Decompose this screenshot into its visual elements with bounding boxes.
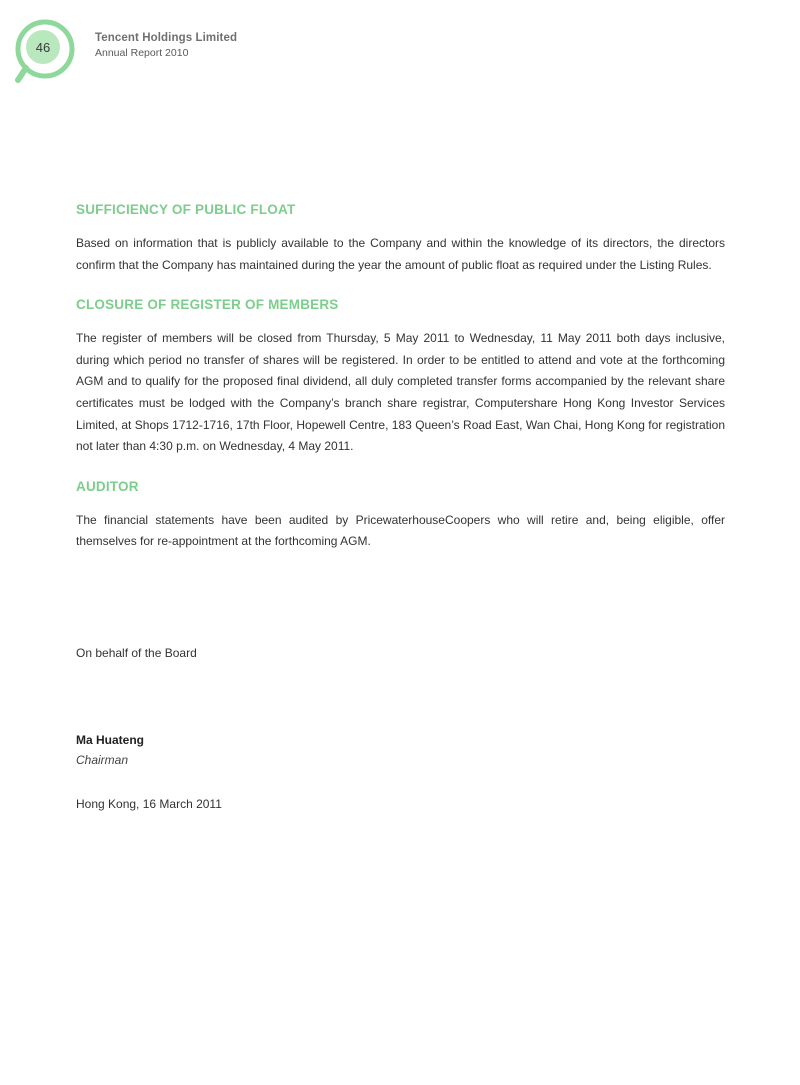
company-name: Tencent Holdings Limited xyxy=(95,32,238,44)
main-content xyxy=(76,201,725,553)
report-name: Annual Report 2010 xyxy=(95,47,189,59)
page-number: 46 xyxy=(35,40,51,55)
section-body-auditor: The financial statements have been audited by PricewaterhouseCoopers who will retire and, being eligible, offer themselves for re-appointment at the forthcoming AGM. xyxy=(76,512,725,549)
section-heading-register-closure: CLOSURE OF REGISTER OF MEMBERS xyxy=(76,297,339,313)
section-body-public-float: Based on information that is publicly available to the Company and within the knowledge of its directors, the directors confirm that the Company has maintained during the year the amount of public float as required under the Listing Rules. xyxy=(76,236,725,272)
section-heading-public-float: SUFFICIENCY OF PUBLIC FLOAT xyxy=(76,202,296,217)
section-heading-auditor: AUDITOR xyxy=(76,478,139,494)
section-body-register-closure: The register of members will be closed from Thursday, 5 May 2011 to Wednesday, 11 May 2011 both days inclusive, during which period no transfer of shares will be registered. In order to be entitled to attend and vote at the forthcoming AGM and to qualify for the proposed final dividend, all duly completed transfer forms accompanied by the relevant share certificates must be lodged with the Company’s branch share registrar, Computershare Hong Kong Investor Services Limited, at Shops 1712-1716, 17th Floor, Hopewell Centre, 183 Queen’s Road East, Wan Chai, Hong Kong for registration not later than 4:30 p.m. on Wednesday, 4 May 2011. xyxy=(76,331,725,454)
on-behalf-text: On behalf of the Board xyxy=(76,646,197,660)
signatory-name: Ma Huateng xyxy=(76,733,145,747)
signatory-title: Chairman xyxy=(76,753,129,767)
place-and-date: Hong Kong, 16 March 2011 xyxy=(76,797,222,811)
